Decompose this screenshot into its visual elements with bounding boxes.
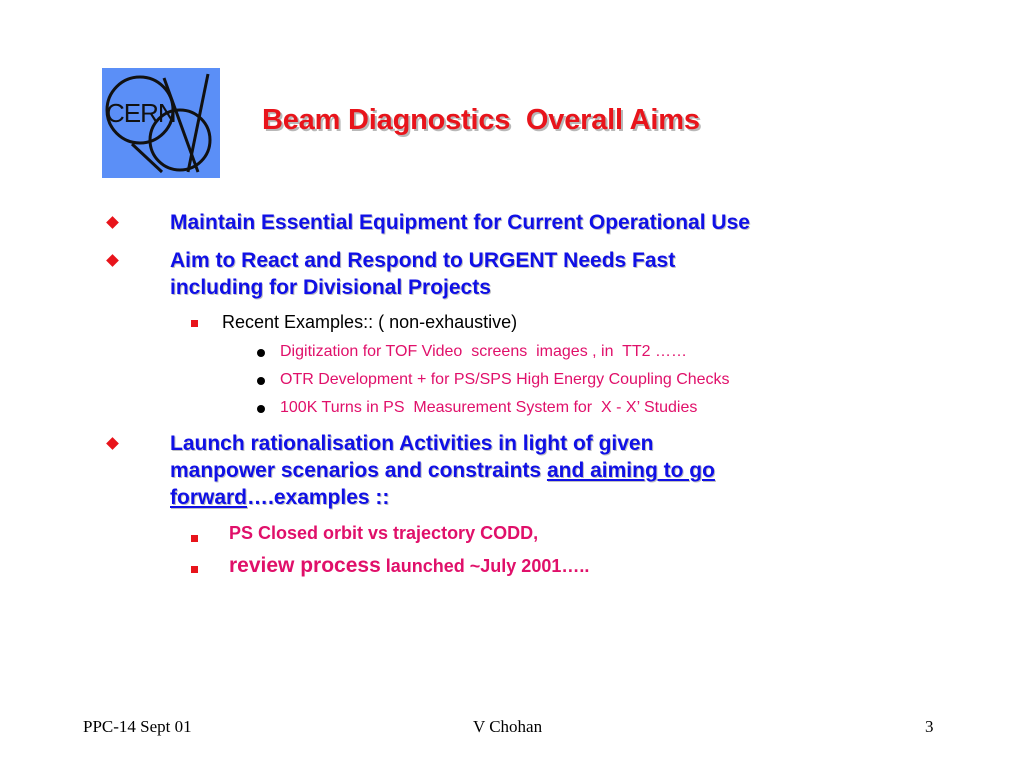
square-bullet-icon — [191, 566, 198, 573]
bullet-1-text: Maintain Essential Equipment for Current Operational Use — [170, 211, 750, 234]
slide-title: Beam Diagnostics Overall Aims — [262, 104, 700, 136]
bullet-3-underlined-text: and aiming to go — [546, 459, 715, 482]
footer-center: V Chohan — [473, 717, 543, 736]
review-launch-text: launched ~July 2001….. — [380, 556, 590, 576]
diamond-bullet-icon — [106, 437, 119, 450]
dot-bullet-icon — [257, 377, 265, 385]
footer-left: PPC-14 Sept 01 — [83, 717, 192, 736]
sub-bullet-recent-examples: Recent Examples:: ( non-exhaustive) — [222, 312, 518, 332]
dot-bullet-icon — [257, 349, 265, 357]
bullet-3-underlined-forward: forward — [170, 486, 248, 509]
square-bullet-icon — [191, 535, 198, 542]
bullet-2 — [170, 247, 930, 301]
bullet-3-line-2-text: manpower scenarios and constraints — [170, 459, 547, 482]
diamond-bullet-icon — [106, 216, 119, 229]
page-number: 3 — [925, 717, 934, 736]
bullet-2-line-1: Aim to React and Respond to URGENT Needs Fast — [170, 249, 676, 272]
example-item-3: 100K Turns in PS Measurement System for X - X’ Studies — [280, 399, 698, 416]
square-bullet-icon — [191, 320, 198, 327]
bullet-1 — [170, 209, 930, 236]
bullet-3-line-3-text: ….examples :: — [247, 486, 390, 509]
dot-bullet-icon — [257, 405, 265, 413]
sub-bullet-review-process — [229, 554, 589, 578]
bullet-2-line-2: including for Divisional Projects — [170, 276, 491, 299]
diamond-bullet-icon — [106, 254, 119, 267]
cern-logo-text: CERN — [106, 98, 176, 128]
bullet-3-line-3 — [170, 484, 930, 511]
cern-logo — [102, 68, 220, 178]
bullet-3 — [170, 430, 930, 511]
example-item-1: Digitization for TOF Video screens images , in TT2 …… — [280, 343, 687, 360]
bullet-3-line-1: Launch rationalisation Activities in light of given — [170, 432, 654, 455]
bullet-3-line-2 — [170, 457, 930, 484]
sub-bullet-ps-closed-orbit: PS Closed orbit vs trajectory CODD, — [229, 523, 539, 543]
review-process-text: review process — [229, 554, 381, 577]
example-item-2: OTR Development + for PS/SPS High Energy Coupling Checks — [280, 371, 730, 388]
